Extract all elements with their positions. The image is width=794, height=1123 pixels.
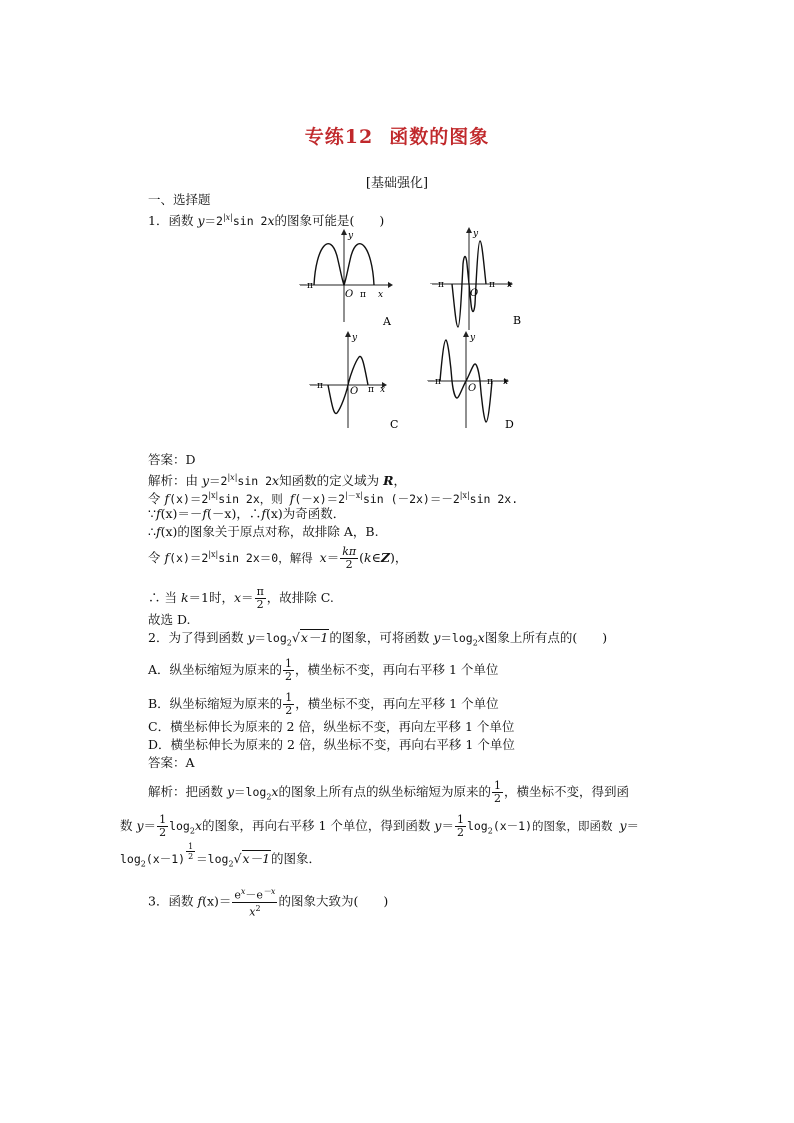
graph-d-origin: O [468,383,477,394]
graph-b-x-label: x [507,280,513,290]
title-topic: 函数的图象 [389,126,490,148]
solution-2-line-3: $\log_2(x-1)$ $\frac{1}{2}$ $=\log_2√x-1$的图象． [120,842,322,869]
graph-d-option-label: D [505,418,514,431]
graph-d [424,328,524,434]
graph-c-y-label: y [352,333,358,343]
solution-1-line-4: ∴f(x)的图象关于原点对称，故排除 A，B. [148,524,379,539]
graph-a [296,226,406,338]
solution-1-line-6: ∴ 当 k＝1时，x＝ $\frac{\pi}{2}$ ，故排除 C. [148,585,334,611]
graph-d-pi: π [487,377,493,387]
graph-a-origin: O [345,289,354,300]
graph-b-option-label: B [513,314,522,327]
solution-1-line-5: 令 $f(x)=2^{|x|}\sin$ 2x＝0，解得 x＝ $\frac{k\pi}{2}$ (k∈Z)， [148,545,408,571]
title-number: 专练12 [304,126,374,148]
option-2a: A．纵坐标缩短为原来的 $\frac{1}{2}$ ，横坐标不变，再向右平移 1 个单位 [148,657,499,683]
graph-d-x-label: x [503,377,509,387]
question-1: 1．函数 $y=2^{|x|}\sin$ 2x的图象可能是( ) [148,213,385,229]
question-3: 3．函数 f(x)＝ $\frac{e^x-e^{-x}}{x^2}$ 的图象大致为( ) [148,887,389,919]
graph-c-x-label: x [380,385,386,395]
graph-c-pi: π [368,385,374,395]
graph-d-y-label: y [470,333,476,343]
fraction-k-pi-over-2: $\frac{k\pi}{2}$ [342,545,357,571]
graph-a-x-label: x [378,290,384,300]
option-2b: B．纵坐标缩短为原来的 $\frac{1}{2}$ ，横坐标不变，再向左平移 1 个单位 [148,691,499,717]
graph-d-neg-pi: －π [426,377,441,387]
option-2d: D．横坐标伸长为原来的 2 倍，纵坐标不变，再向右平移 1 个单位 [148,737,515,752]
graph-c-option-label: C [390,418,399,431]
graph-b-neg-pi: －π [429,280,444,290]
graph-a-option-label: A [383,315,391,328]
graph-b-origin: O [470,288,479,299]
solution-1-line-7: 故选 D. [148,612,191,627]
solution-1-line-1: 解析：由 $y=2^{|x|}\sin$ 2x知函数的定义域为 R， [148,473,406,489]
fraction-pi-over-2: $\frac{\pi}{2}$ [256,585,264,611]
graph-a-pi: π [360,290,366,300]
option-2c: C．横坐标伸长为原来的 2 倍，纵坐标不变，再向左平移 1 个单位 [148,719,515,734]
solution-2-line-2: 数 y＝ $\frac{1}{2}$ $\log_2x$的图象，再向右平移 1 个单位，得到函数 y＝ $\frac{1}{2}$ $\log_2(x-1)$的图象，即函数 y＝ [120,813,640,839]
graph-a-neg-pi: －π [298,281,313,291]
graph-c-neg-pi: －π [308,381,323,391]
graph-c-origin: O [350,386,359,397]
part-heading: 一、选择题 [148,192,211,207]
solution-2-line-1: 解析：把函数 $y=\log_2x$的图象上所有点的纵坐标缩短为原来的 $\frac{1}{2}$ ，横坐标不变，得到函 [148,779,630,805]
solution-1-line-3: ∵f(x)＝－f(－x)，∴f(x)为奇函数． [148,506,346,521]
graph-a-y-label: y [348,231,354,241]
answer-1: 答案：D [148,452,196,467]
question-2: 2．为了得到函数 $y=\log_2√x-1$的图象，可将函数 $y=\log_2x$图象上所有点的( ) [148,630,608,648]
page-title [0,122,794,149]
graph-b-pi: π [489,280,495,290]
graph-c [306,328,406,434]
fraction-exp-over-x2: $\frac{e^x-e^{-x}}{x^2}$ [234,887,276,919]
answer-2: 答案：A [148,755,195,770]
section-heading: [基础强化] [365,176,429,191]
solution-1-line-2: 令 $f(x)=2^{|x|}\sin$ 2x，则 $f(-x)=2^{|-x|}\sin$ $(-2x)=-2^{|x|}\sin$ 2x. [148,491,519,507]
graph-b [428,224,528,336]
graph-b-y-label: y [473,229,479,239]
